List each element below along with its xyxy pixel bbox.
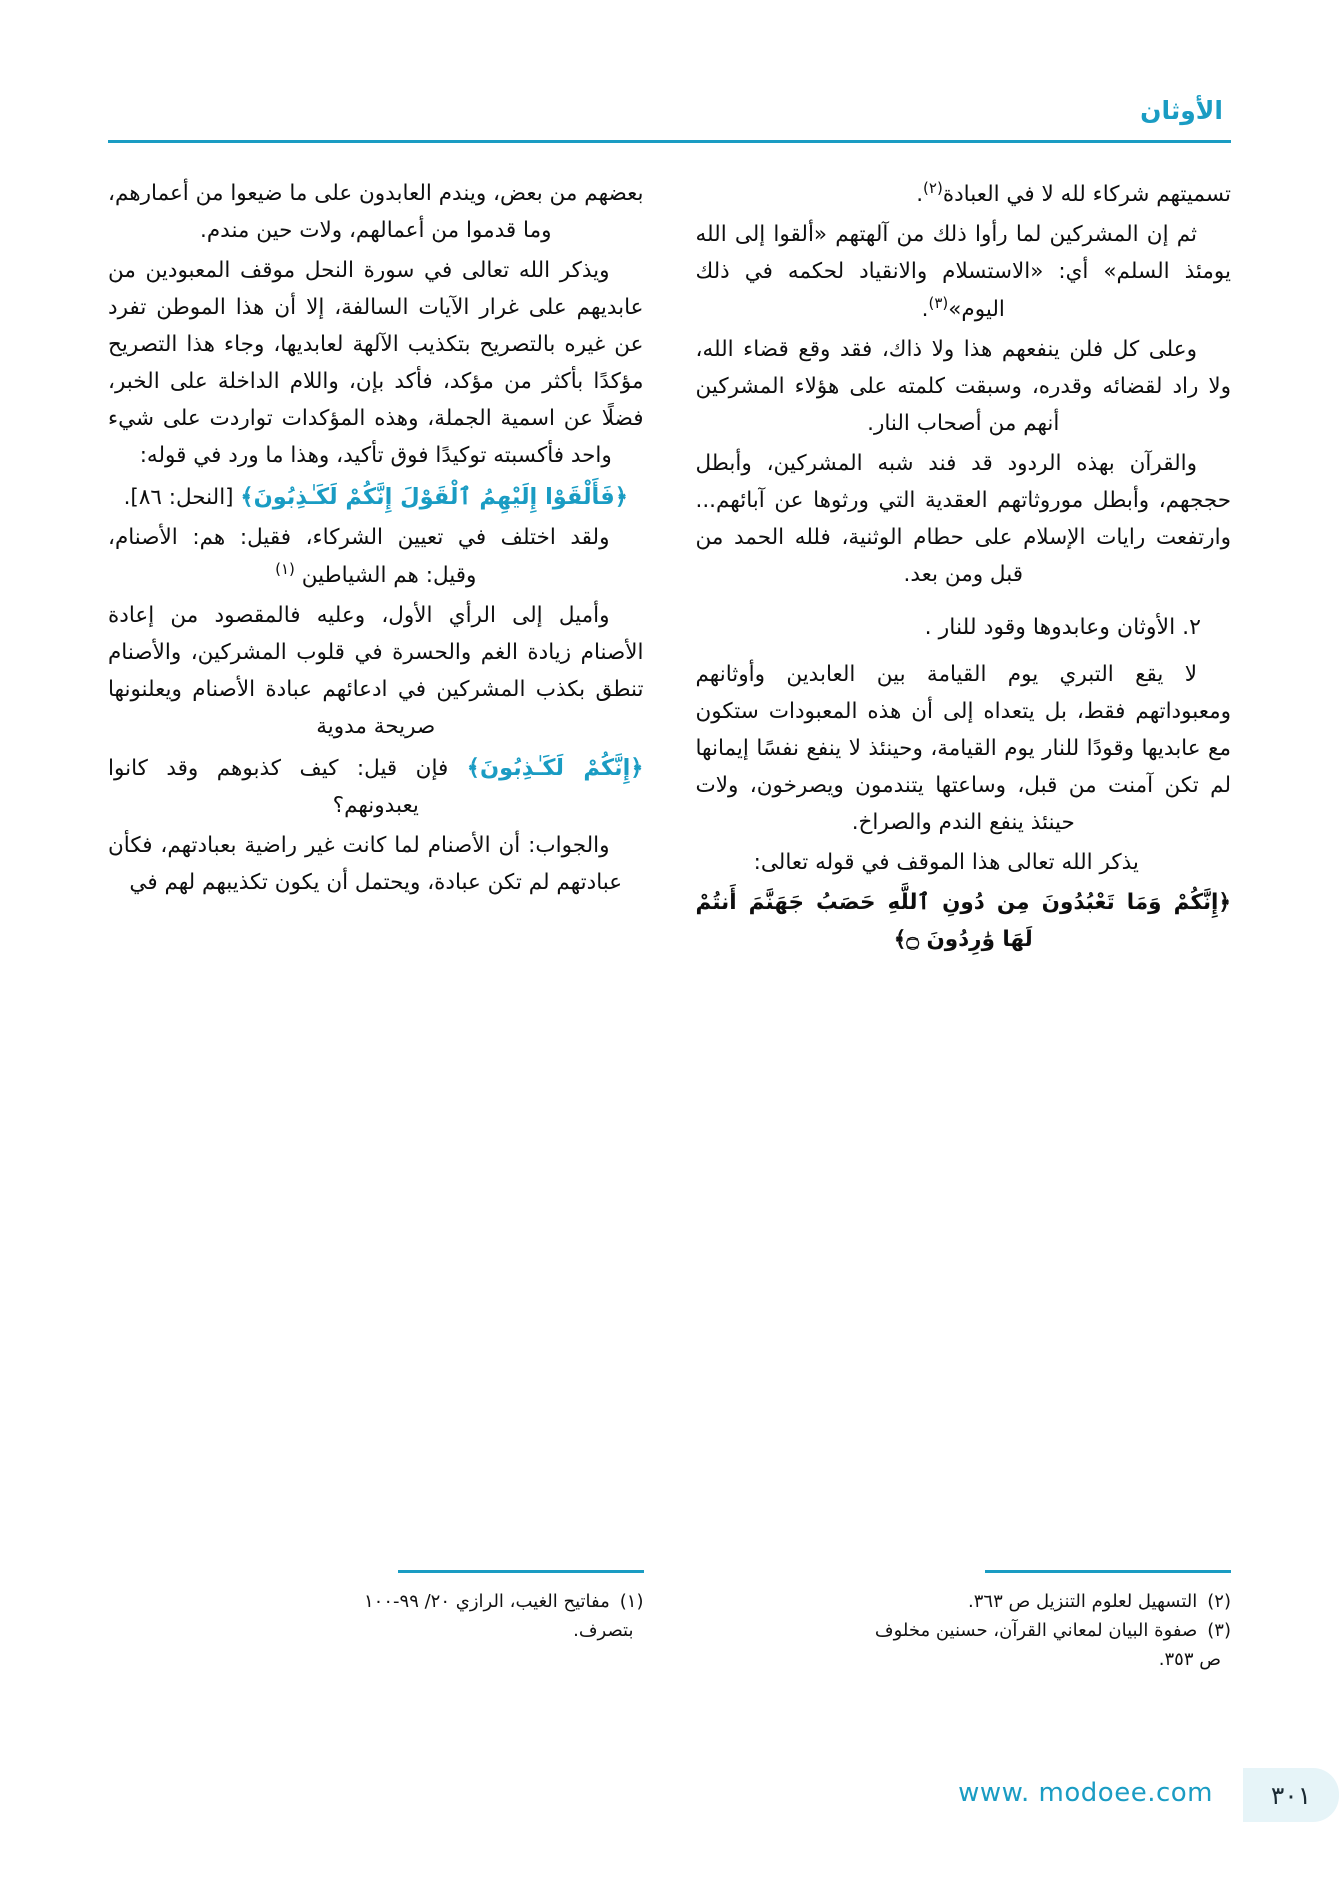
- quran-verse: ﴿إِنَّكُمْ وَمَا تَعْبُدُونَ مِن دُونِ ٱللَّهِ حَصَبُ جَهَنَّمَ أَنتُمْ لَهَا وَٰرِدُونَ ۝﴾: [695, 889, 1231, 952]
- footnote-text-continued: ص ٣٥٣.: [1158, 1648, 1221, 1670]
- footnote-text: صفوة البيان لمعاني القرآن، حسنين مخلوف: [874, 1619, 1198, 1641]
- paragraph: يذكر الله تعالى هذا الموقف في قوله تعالى:: [753, 850, 1139, 875]
- footnote-text-continued: بتصرف.: [573, 1619, 634, 1641]
- paragraph: ويذكر الله تعالى في سورة النحل موقف المعبودين من عابديهم على غرار الآيات السالفة، إلا أن هذا الموطن تفرد عن غيره بالتصريح بتكذيب الآلهة لعابديها، وجاء هذا التصريح مؤكدًا بأكثر من مؤكد، فأكد بإن، واللام الداخلة على الخبر، فضلًا عن اسمية الجملة، وهذه المؤكدات تواردت على شيء واحد فأكسبته توكيدًا فوق تأكيد، وهذا ما ورد في قوله:: [108, 257, 644, 468]
- section-heading: ٢. الأوثان وعابدوها وقود للنار .: [924, 614, 1201, 640]
- quran-verse: ﴿إِنَّكُمْ لَكَـٰذِبُونَ﴾: [466, 754, 644, 781]
- quran-verse-block: [108, 478, 644, 517]
- paragraph: ثم إن المشركين لما رأوا ذلك من آلهتهم «ألقوا إلى الله يومئذ السلم» أي: «الاستسلام والانقياد لحكمه في ذلك اليوم»$^{(٣)}$.: [695, 222, 1231, 323]
- paragraph-with-verse: [108, 749, 644, 825]
- paragraph: لا يقع التبري يوم القيامة بين العابدين وأوثانهم ومعبوداتهم فقط، بل يتعداه إلى أن هذه المعبودات ستكون مع عابديها وقودًا للنار يوم القيامة، وحينئذ لا ينفع نفسًا إيمانها لم تكن آمنت من قبل، وساعتها يتندمون ويصرخون، ولات حينئذ ينفع الندم والصراخ.: [695, 662, 1231, 836]
- footnote-marker: (١): [275, 559, 295, 578]
- paragraph: ولقد اختلف في تعيين الشركاء، فقيل: هم: الأصنام، وقيل: هم الشياطين $^{(١)}$: [108, 524, 610, 588]
- paragraph-text: فإن قيل: كيف كذبوهم وقد كانوا يعبدونهم؟: [108, 755, 449, 818]
- paragraph: والجواب: أن الأصنام لما كانت غير راضية بعبادتهم، فكأن عبادتهم لم تكن عبادة، ويحتمل أن يكون تكذيبهم لهم في: [108, 832, 623, 895]
- paragraph: وعلى كل فلن ينفعهم هذا ولا ذاك، فقد وقع قضاء الله، ولا راد لقضائه وقدره، وسبقت كلمته على هؤلاء المشركين أنهم من أصحاب النار.: [695, 337, 1231, 437]
- footnote-number: (٣): [1207, 1619, 1231, 1641]
- footnote-divider: [398, 1570, 644, 1573]
- body-columns: [108, 176, 1231, 1486]
- footnote-number: (٢): [1207, 1590, 1231, 1612]
- page-footer: [0, 1766, 1339, 1830]
- footnote-item: [108, 1587, 644, 1616]
- verse-citation: [النحل: ٨٦].: [123, 484, 234, 510]
- paragraph: وأميل إلى الرأي الأول، وعليه فالمقصود من إعادة الأصنام زيادة الغم والحسرة في قلوب المشركين، والأصنام تنطق بكذب المشركين في ادعائهم عبادة الأصنام ويعلنونها صريحة مدوية: [108, 602, 644, 739]
- footnote-divider: [985, 1570, 1231, 1573]
- footnote-item: [696, 1616, 1232, 1645]
- column-right: [108, 176, 644, 1486]
- footnote-marker: (٣): [928, 294, 949, 313]
- paragraph: تسميتهم شركاء لله لا في العبادة$^{(٢)}$.: [916, 179, 1231, 208]
- header-divider: [108, 140, 1231, 143]
- footnote-marker: (٢): [923, 179, 943, 197]
- website-url[interactable]: www. modoee.com: [958, 1778, 1213, 1808]
- footnote-text: التسهيل لعلوم التنزيل ص ٣٦٣.: [968, 1590, 1198, 1612]
- footnote-continuation: [696, 1645, 1232, 1674]
- page-number: ٣٠١: [1243, 1768, 1339, 1822]
- footnote-item: [696, 1587, 1232, 1616]
- footnote-number: (١): [619, 1590, 644, 1612]
- paragraph: والقرآن بهذه الردود قد فند شبه المشركين، وأبطل حججهم، وأبطل موروثاتهم العقدية التي ورثوها عن آبائهم... وارتفعت رايات الإسلام على حطام الوثنية، فلله الحمد من قبل ومن بعد.: [695, 451, 1231, 587]
- page-header: [108, 96, 1231, 148]
- quran-verse: ﴿فَأَلْقَوْا إِلَيْهِمُ ٱلْقَوْلَ إِنَّكُمْ لَكَـٰذِبُونَ﴾: [240, 483, 628, 510]
- footnotes-left-column: [696, 1570, 1232, 1720]
- footnote-continuation: [108, 1616, 644, 1645]
- footnote-text: مفاتيح الغيب، الرازي ٢٠/ ٩٩-١٠٠: [364, 1590, 610, 1612]
- column-left: [696, 176, 1232, 1486]
- footnotes: [108, 1570, 1231, 1720]
- chapter-title: الأوثان: [1140, 96, 1223, 125]
- footnotes-right-column: [108, 1570, 644, 1720]
- paragraph: بعضهم من بعض، ويندم العابدون على ما ضيعوا من أعمارهم، وما قدموا من أعمالهم، ولات حين مندم.: [108, 181, 644, 243]
